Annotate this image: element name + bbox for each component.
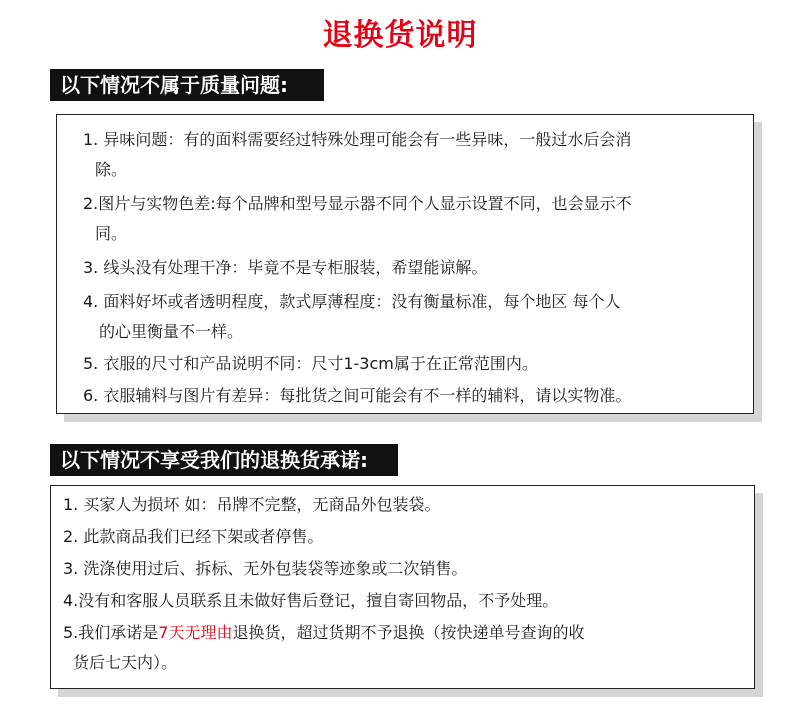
section-heading-return-policy: 以下情况不享受我们的退换货承诺:	[50, 444, 398, 476]
list-item-continuation: 除。	[95, 160, 128, 179]
page-title: 退换货说明	[322, 18, 478, 53]
list-item: 5. 衣服的尺寸和产品说明不同：尺寸1-3cm属于在正常范围内。	[83, 354, 538, 373]
list-item: 4. 面料好坏或者透明程度，款式厚薄程度：没有衡量标准，每个地区 每个人	[83, 292, 621, 311]
section-heading-quality: 以下情况不属于质量问题:	[50, 69, 324, 101]
list-item: 3. 线头没有处理干净：毕竟不是专柜服装，希望能谅解。	[83, 258, 488, 277]
list-item: 3. 洗涤使用过后、拆标、无外包装袋等迹象或二次销售。	[63, 559, 468, 578]
list-item-continuation: 货后七天内）。	[73, 653, 178, 672]
list-item: 1. 异味问题：有的面料需要经过特殊处理可能会有一些异味，一般过水后会消	[83, 130, 632, 149]
list-item-text: 退换货，超过货期不予退换（按快递单号查询的收	[232, 623, 585, 642]
list-item: 2.图片与实物色差:每个品牌和型号显示器不同个人显示设置不同，也会显示不	[83, 194, 632, 213]
list-item: 1. 买家人为损坏 如：吊牌不完整，无商品外包装袋。	[63, 495, 441, 514]
list-item: 6. 衣服辅料与图片有差异：每批货之间可能会有不一样的辅料，请以实物准。	[83, 386, 632, 405]
list-item-text: 5.我们承诺是	[63, 623, 159, 642]
return-policy-panel	[50, 485, 755, 689]
list-item: 4.没有和客服人员联系且未做好售后登记，擅自寄回物品，不予处理。	[63, 591, 559, 610]
list-item-continuation: 同。	[95, 224, 128, 243]
list-item-continuation: 的心里衡量不一样。	[99, 322, 244, 341]
quality-notes-panel	[56, 114, 754, 414]
list-item	[63, 618, 584, 648]
list-item: 2. 此款商品我们已经下架或者停售。	[63, 527, 324, 546]
highlight-text: 7天无理由	[158, 623, 233, 642]
